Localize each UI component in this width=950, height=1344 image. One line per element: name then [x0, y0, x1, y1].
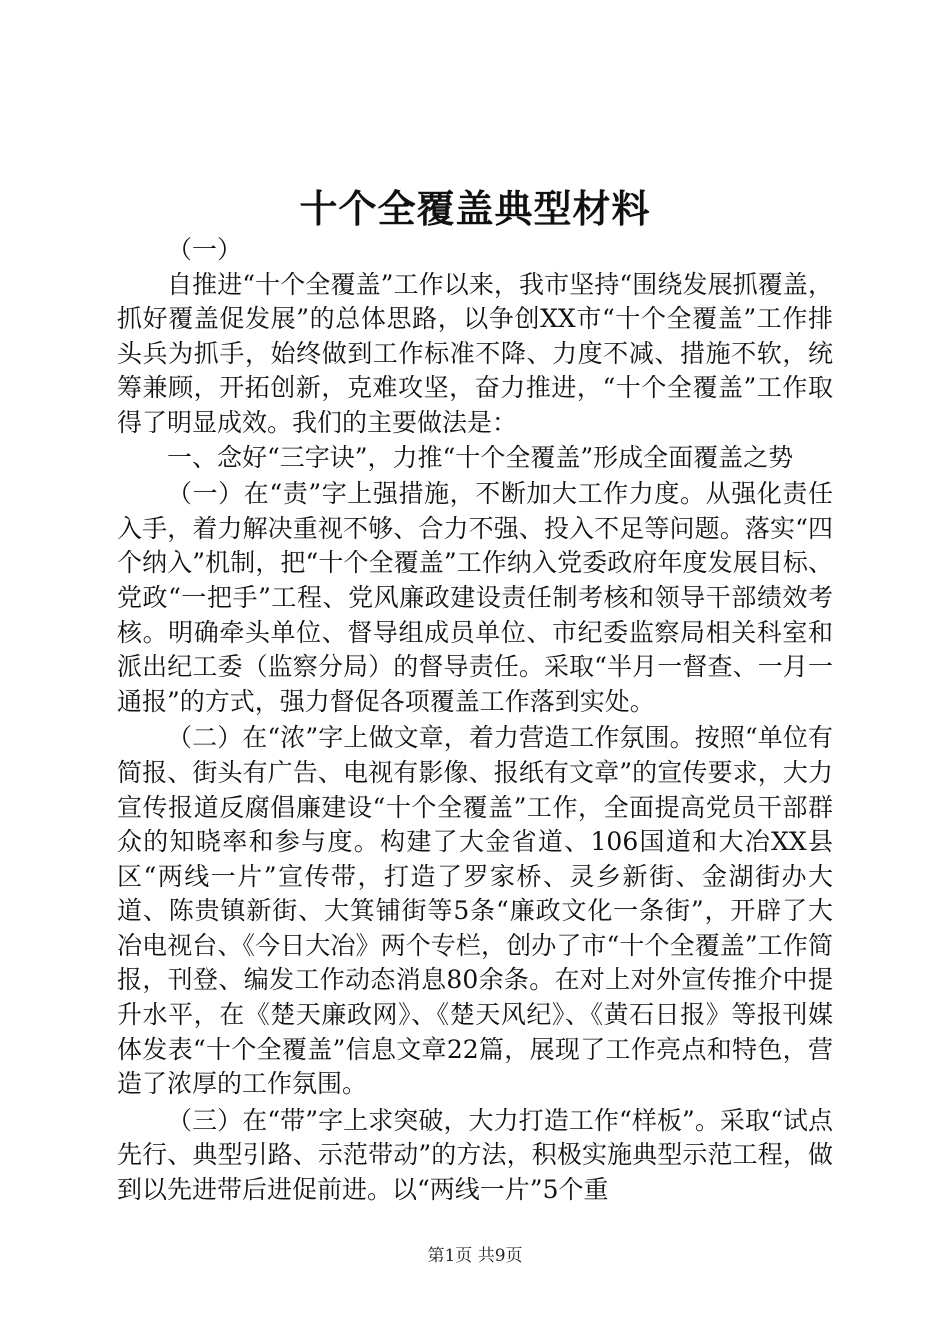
paragraph-responsibility: （一）在“责”字上强措施，不断加大工作力度。从强化责任入手，着力解决重视不够、合力不强、投入不足等问题。落实“四个纳入”机制，把“十个全覆盖”工作纳入党委政府年度发展目标、党政“一把手”工程、党风廉政建设责任制考核和领导干部绩效考核。明确牵头单位、督导组成员单位、市纪委监察局相关科室和派出纪工委（监察分局）的督导责任。采取“半月一督查、一月一通报”的方式，强力督促各项覆盖工作落到实处。 — [117, 479, 833, 716]
paragraph-demonstration: （三）在“带”字上求突破，大力打造工作“样板”。采取“试点先行、典型引路、示范带动”的方法，积极实施典型示范工程，做到以先进带后进促前进。以“两线一片”5个重 — [117, 1105, 833, 1205]
page-number-footer: 第1页 共9页 — [427, 1246, 523, 1266]
section-heading: 一、念好“三字诀”，力推“十个全覆盖”形成全面覆盖之势 — [167, 442, 794, 472]
document-title: 十个全覆盖典型材料 — [299, 186, 651, 231]
paragraph-atmosphere: （二）在“浓”字上做文章，着力营造工作氛围。按照“单位有简报、街头有广告、电视有影像、报纸有文章”的宣传要求，大力宣传报道反腐倡廉建设“十个全覆盖”工作，全面提高党员干部群众的知晓率和参与度。构建了大金省道、106国道和大冶XX县区“两线一片”宣传带，打造了罗家桥、灵乡新街、金湖街办大道、陈贵镇新街、大箕铺街等5条“廉政文化一条街”，开辟了大冶电视台、《今日大冶》两个专栏，创办了市“十个全覆盖”工作简报，刊登、编发工作动态消息80余条。在对上对外宣传推介中提升水平，在《楚天廉政网》、《楚天风纪》、《黄石日报》等报刊媒体发表“十个全覆盖”信息文章22篇，展现了工作亮点和特色，营造了浓厚的工作氛围。 — [117, 723, 833, 1099]
section-marker: （一） — [167, 235, 243, 264]
intro-paragraph: 自推进“十个全覆盖”工作以来，我市坚持“围绕发展抓覆盖，抓好覆盖促发展”的总体思路，以争创XX市“十个全覆盖”工作排头兵为抓手，始终做到工作标准不降、力度不减、措施不软，统筹兼顾，开拓创新，克难攻坚，奋力推进，“十个全覆盖”工作取得了明显成效。我们的主要做法是： — [117, 269, 833, 437]
document-body — [117, 233, 833, 1208]
